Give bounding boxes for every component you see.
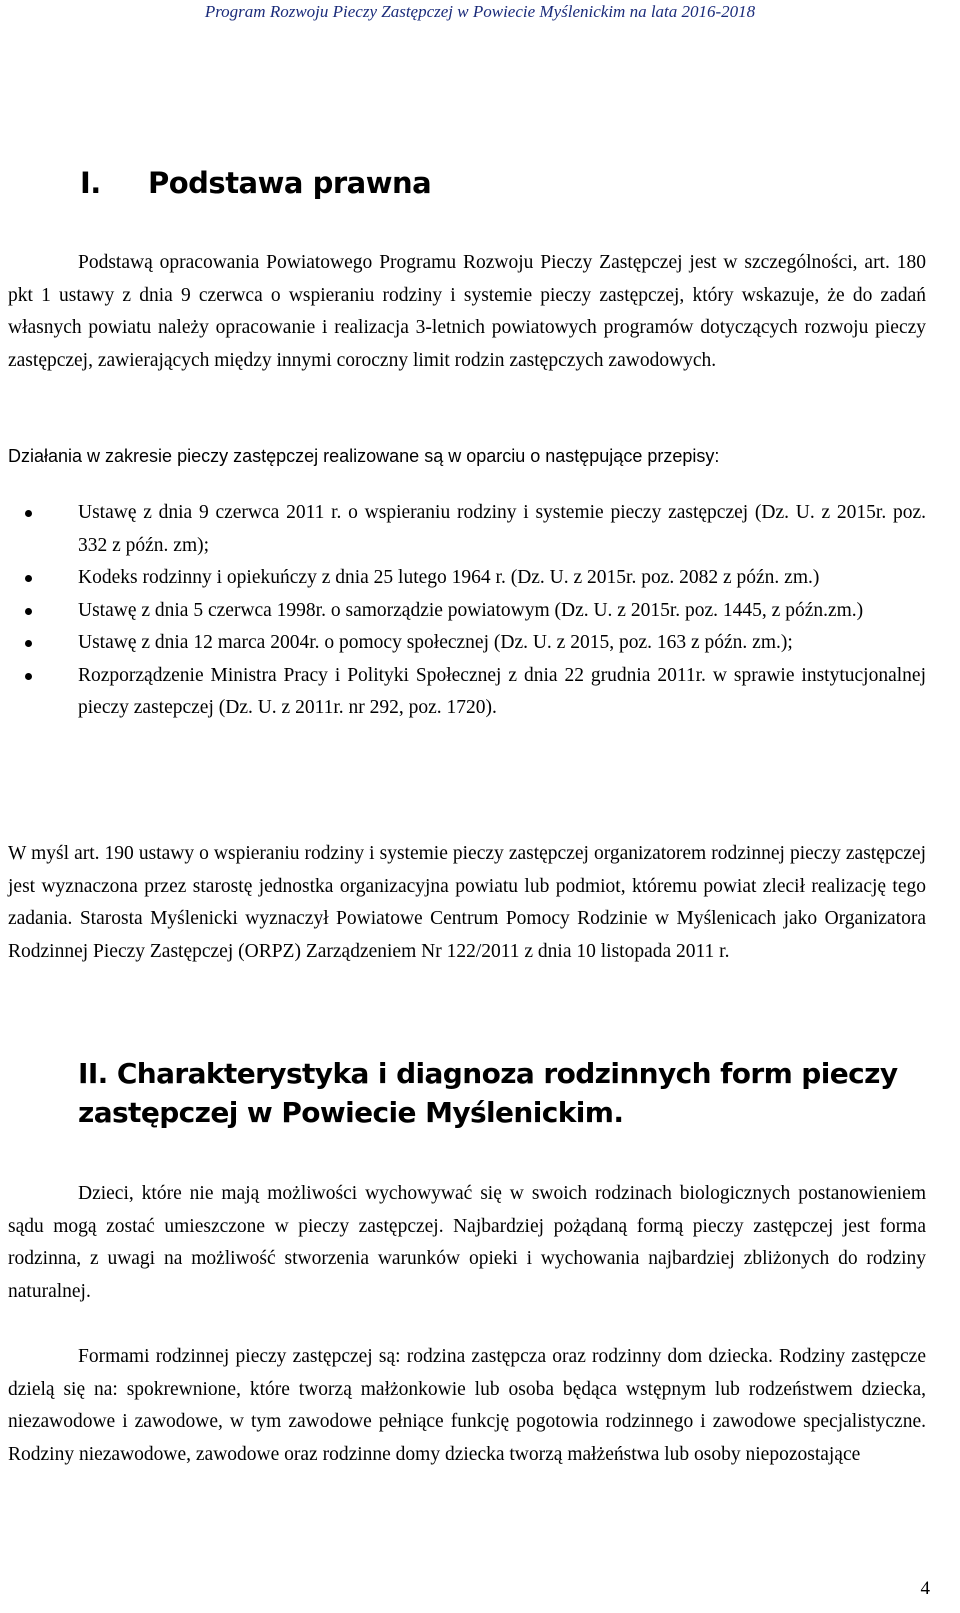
list-item: Kodeks rodzinny i opiekuńczy z dnia 25 lutego 1964 r. (Dz. U. z 2015r. poz. 2082 z późn. zm.) [8, 562, 926, 595]
section-1-number: I. [80, 166, 101, 200]
legal-basis-paragraph: Podstawą opracowania Powiatowego Programu Rozwoju Pieczy Zastępczej jest w szczególności, art. 180 pkt 1 ustawy z dnia 9 czerwca o wspieraniu rodziny i systemie pieczy zastępczej, który wskazuje, że do zadań własnych powiatu należy opracowanie i realizacja 3-letnich powiatowych programów dotyczących rozwoju pieczy zastępczej, zawierających między innymi coroczny limit rodzin zastępczych zawodowych. [8, 252, 926, 371]
family-forms-paragraph: Formami rodzinnej pieczy zastępczej są: rodzina zastępcza oraz rodzinny dom dziecka. Rodziny zastępcze dzielą się na: spokrewnione, które tworzą małżonkowie lub osoba będąca wstępnym lub rodzeństwem dziecka, niezawodowe i zawodowe, w tym zawodowe pełniące funkcję pogotowia rodzinnego i zawodowe specjalistyczne. Rodziny niezawodowe, zawodowe oraz rodzinne domy dziecka tworzą małżeństwa lub osoby niepozostające [8, 1346, 926, 1465]
list-item: Rozporządzenie Ministra Pracy i Polityki Społecznej z dnia 22 grudnia 2011r. w sprawie instytucjonalnej pieczy zastepczej (Dz. U. z 2011r. nr 292, poz. 1720). [8, 660, 926, 725]
children-paragraph: Dzieci, które nie mają możliwości wychowywać się w swoich rodzinach biologicznych postanowieniem sądu mogą zostać umieszczone w pieczy zastępczej. Najbardziej pożądaną formą pieczy zastępczej jest forma rodzinna, z uwagi na możliwość stworzenia warunków opieki i wychowania najbardziej zbliżonych do rodziny naturalnej. [8, 1183, 926, 1302]
bullet-icon [25, 673, 32, 680]
running-header: Program Rozwoju Pieczy Zastępczej w Powiecie Myślenickim na lata 2016-2018 [204, 2, 756, 21]
regulations-list [8, 497, 926, 725]
bullet-icon [25, 640, 32, 647]
section-1-heading [80, 166, 431, 200]
bullet-icon [25, 608, 32, 615]
bullet-icon [25, 575, 32, 582]
list-item: Ustawę z dnia 5 czerwca 1998r. o samorządzie powiatowym (Dz. U. z 2015r. poz. 1445, z późn.zm.) [8, 595, 926, 628]
section-1-title: Podstawa prawna [148, 166, 432, 200]
bullet-icon [25, 510, 32, 517]
page-number: 4 [920, 1578, 930, 1599]
section-2-heading: II. Charakterystyka i diagnoza rodzinnych form pieczy zastępczej w Powiecie Myślenickim. [78, 1057, 898, 1129]
list-item: Ustawę z dnia 9 czerwca 2011 r. o wspieraniu rodziny i systemie pieczy zastępczej (Dz. U. z 2015r. poz. 332 z późn. zm); [8, 497, 926, 562]
organizer-paragraph: W myśl art. 190 ustawy o wspieraniu rodziny i systemie pieczy zastępczej organizatorem rodzinnej pieczy zastępczej jest wyznaczona przez starostę jednostka organizacyjna powiatu lub podmiot, któremu powiat zlecił realizację tego zadania. Starosta Myślenicki wyznaczył Powiatowe Centrum Pomocy Rodzinie w Myślenicach jako Organizatora Rodzinnej Pieczy Zastępczej (ORPZ) Zarządzeniem Nr 122/2011 z dnia 10 listopada 2011 r. [8, 843, 926, 962]
list-item: Ustawę z dnia 12 marca 2004r. o pomocy społecznej (Dz. U. z 2015, poz. 163 z późn. zm.); [8, 627, 926, 660]
regulations-intro: Działania w zakresie pieczy zastępczej realizowane są w oparciu o następujące przepisy: [8, 446, 720, 466]
